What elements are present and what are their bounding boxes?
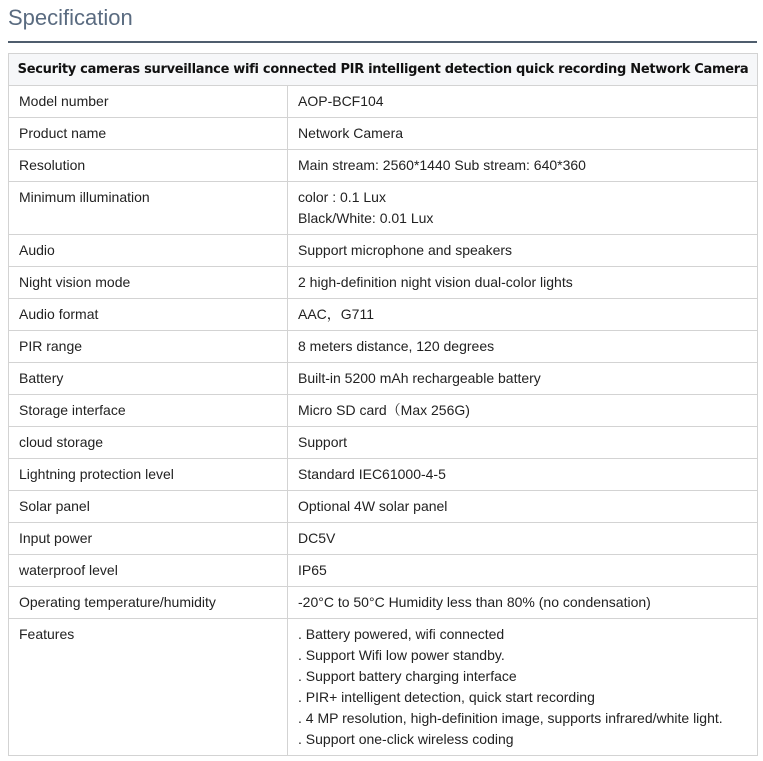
- spec-value-line: Main stream: 2560*1440 Sub stream: 640*360: [298, 157, 586, 173]
- spec-value: [288, 491, 758, 523]
- spec-value-features: [288, 619, 758, 756]
- table-row: [9, 555, 758, 587]
- feature-item: . Support Wifi low power standby.: [298, 647, 505, 663]
- spec-value: [288, 587, 758, 619]
- spec-value: [288, 182, 758, 235]
- table-title-row: [9, 54, 758, 86]
- spec-value-line: Black/White: 0.01 Lux: [298, 210, 434, 226]
- spec-value: [288, 395, 758, 427]
- feature-item: . Support battery charging interface: [298, 668, 517, 684]
- page-title: Specification: [8, 5, 133, 30]
- spec-value-line: Support microphone and speakers: [298, 242, 513, 258]
- spec-label: Lightning protection level: [9, 459, 288, 491]
- spec-label: Resolution: [9, 150, 288, 182]
- spec-label: PIR range: [9, 331, 288, 363]
- table-row: [9, 587, 758, 619]
- spec-label: waterproof level: [9, 555, 288, 587]
- spec-label: Audio format: [9, 299, 288, 331]
- spec-value-line: -20°C to 50°C Humidity less than 80% (no condensation): [298, 594, 651, 610]
- table-body: [9, 86, 758, 756]
- feature-item: . PIR+ intelligent detection, quick start recording: [298, 689, 595, 705]
- spec-value-line: Built-in 5200 mAh rechargeable battery: [298, 370, 541, 386]
- spec-label: Battery: [9, 363, 288, 395]
- spec-value: [288, 523, 758, 555]
- table-row: [9, 427, 758, 459]
- feature-item: . Battery powered, wifi connected: [298, 626, 505, 642]
- spec-value-line: Standard IEC61000-4-5: [298, 466, 446, 482]
- spec-value-line: Optional 4W solar panel: [298, 498, 448, 514]
- table-row: [9, 331, 758, 363]
- spec-value: [288, 299, 758, 331]
- spec-value: [288, 86, 758, 118]
- spec-value: [288, 331, 758, 363]
- table-title: Security cameras surveillance wifi connected PIR intelligent detection quick recording Network Camera: [9, 54, 758, 86]
- spec-value-line: Network Camera: [298, 125, 404, 141]
- table-row: [9, 86, 758, 118]
- spec-value-line: IP65: [298, 562, 327, 578]
- heading-divider: [8, 41, 757, 43]
- table-row: [9, 150, 758, 182]
- spec-value: [288, 555, 758, 587]
- table-row-features: [9, 619, 758, 756]
- spec-value-line: DC5V: [298, 530, 336, 546]
- spec-label: Minimum illumination: [9, 182, 288, 235]
- spec-label: Operating temperature/humidity: [9, 587, 288, 619]
- spec-value-line: color : 0.1 Lux: [298, 189, 386, 205]
- spec-label: Night vision mode: [9, 267, 288, 299]
- spec-value: [288, 427, 758, 459]
- table-row: [9, 235, 758, 267]
- spec-value: [288, 267, 758, 299]
- spec-label: Input power: [9, 523, 288, 555]
- spec-value-line: AOP-BCF104: [298, 93, 384, 109]
- specification-table: [8, 53, 758, 756]
- spec-value-line: 2 high-definition night vision dual-color lights: [298, 274, 573, 290]
- spec-value: [288, 150, 758, 182]
- spec-label: Solar panel: [9, 491, 288, 523]
- table-row: [9, 491, 758, 523]
- spec-value-line: AAC，G711: [298, 306, 374, 322]
- spec-label: Audio: [9, 235, 288, 267]
- feature-item: . Support one-click wireless coding: [298, 731, 514, 747]
- spec-label: Product name: [9, 118, 288, 150]
- feature-item: . 4 MP resolution, high-definition image, supports infrared/white light.: [298, 710, 723, 726]
- spec-value-line: 8 meters distance, 120 degrees: [298, 338, 495, 354]
- spec-value: [288, 118, 758, 150]
- spec-value-line: Support: [298, 434, 348, 450]
- spec-value-line: Micro SD card（Max 256G): [298, 402, 470, 418]
- spec-value: [288, 459, 758, 491]
- spec-label: Model number: [9, 86, 288, 118]
- spec-label: cloud storage: [9, 427, 288, 459]
- table-row: [9, 459, 758, 491]
- table-row: [9, 267, 758, 299]
- spec-value: [288, 235, 758, 267]
- spec-label: Features: [9, 619, 288, 756]
- spec-value: [288, 363, 758, 395]
- table-row: [9, 299, 758, 331]
- table-row: [9, 363, 758, 395]
- table-row: [9, 182, 758, 235]
- table-row: [9, 523, 758, 555]
- spec-label: Storage interface: [9, 395, 288, 427]
- table-row: [9, 395, 758, 427]
- table-row: [9, 118, 758, 150]
